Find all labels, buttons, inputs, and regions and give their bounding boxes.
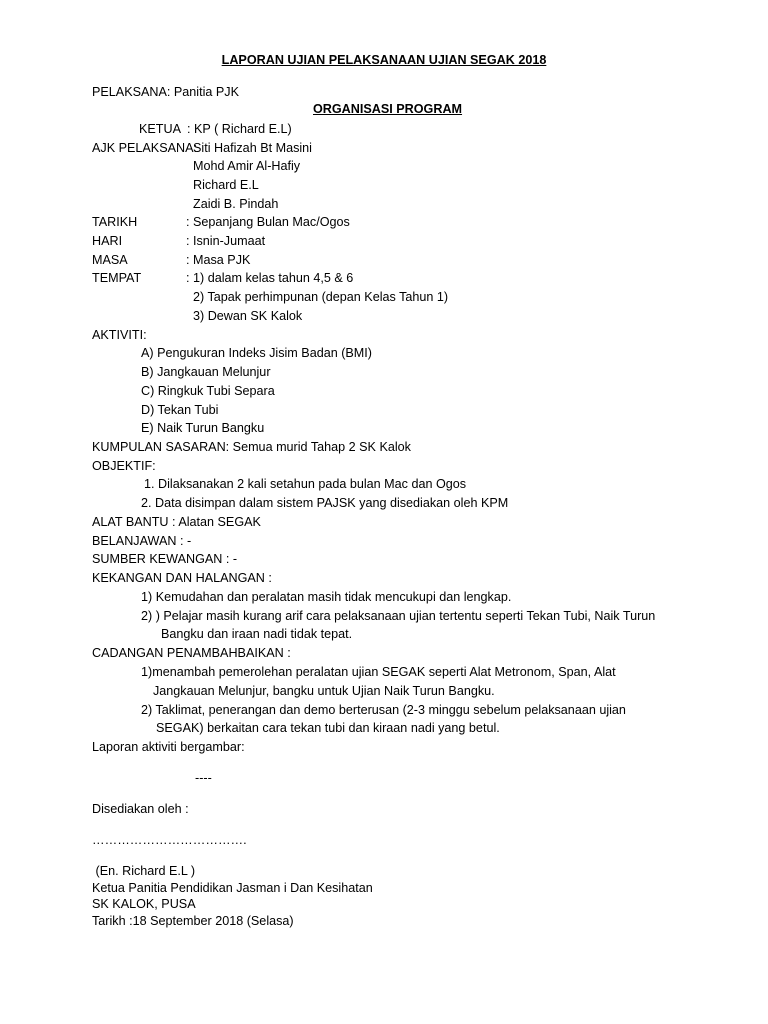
aktiviti-item: A) Pengukuran Indeks Jisim Badan (BMI) <box>141 346 372 360</box>
cadangan-item-continued: Jangkauan Melunjur, bangku untuk Ujian Naik Turun Bangku. <box>153 684 495 698</box>
signatory-date: Tarikh :18 September 2018 (Selasa) <box>92 914 294 928</box>
report-title: LAPORAN UJIAN PELAKSANAAN UJIAN SEGAK 2018 <box>221 53 547 67</box>
tempat-item: 2) Tapak perhimpunan (depan Kelas Tahun 1) <box>193 290 449 304</box>
tempat-item: : 1) dalam kelas tahun 4,5 & 6 <box>186 271 354 285</box>
hari-label: HARI <box>92 234 123 248</box>
disediakan-oleh: Disediakan oleh : <box>92 802 189 816</box>
ketua-value: : KP ( Richard E.L) <box>187 122 292 136</box>
ajk-member: Richard E.L <box>193 178 259 192</box>
objektif-item: 2. Data disimpan dalam sistem PAJSK yang disediakan oleh KPM <box>141 496 509 510</box>
hari-value: : Isnin-Jumaat <box>186 234 266 248</box>
aktiviti-item: D) Tekan Tubi <box>141 403 219 417</box>
signatory-school: SK KALOK, PUSA <box>92 897 196 911</box>
aktiviti-item: E) Naik Turun Bangku <box>141 421 265 435</box>
tarikh-label: TARIKH <box>92 215 138 229</box>
tarikh-value: : Sepanjang Bulan Mac/Ogos <box>186 215 350 229</box>
tempat-item: 3) Dewan SK Kalok <box>193 309 303 323</box>
cadangan-item: 2) Taklimat, penerangan dan demo berterusan (2-3 minggu sebelum pelaksanaan ujian <box>141 703 626 717</box>
masa-label: MASA <box>92 253 128 267</box>
kumpulan-sasaran: KUMPULAN SASARAN: Semua murid Tahap 2 SK Kalok <box>92 440 411 454</box>
alat-bantu: ALAT BANTU : Alatan SEGAK <box>92 515 261 529</box>
ajk-member: Zaidi B. Pindah <box>193 197 279 211</box>
aktiviti-item: B) Jangkauan Melunjur <box>141 365 271 379</box>
signatory-name: (En. Richard E.L ) <box>92 864 196 878</box>
kekangan-item-continued: Bangku dan iraan nadi tidak tepat. <box>161 627 353 641</box>
belanjawan: BELANJAWAN : - <box>92 534 192 548</box>
signatory-position: Ketua Panitia Pendidikan Jasman i Dan Kesihatan <box>92 881 373 895</box>
ketua-label: KETUA <box>139 122 181 136</box>
cadangan-label: CADANGAN PENAMBAHBAIKAN : <box>92 646 291 660</box>
sumber-kewangan: SUMBER KEWANGAN : - <box>92 552 238 566</box>
aktiviti-item: C) Ringkuk Tubi Separa <box>141 384 275 398</box>
dashes: ---- <box>195 771 212 785</box>
kekangan-item: 2) ) Pelajar masih kurang arif cara pelaksanaan ujian tertentu seperti Tekan Tubi, Naik Turun <box>141 609 656 623</box>
kekangan-label: KEKANGAN DAN HALANGAN : <box>92 571 272 585</box>
cadangan-item-continued: SEGAK) berkaitan cara tekan tubi dan kiraan nadi yang betul. <box>156 721 500 735</box>
ajk-member: Siti Hafizah Bt Masini <box>193 141 312 155</box>
ajk-member: Mohd Amir Al-Hafiy <box>193 159 301 173</box>
section-title: ORGANISASI PROGRAM <box>313 102 463 116</box>
objektif-item: 1. Dilaksanakan 2 kali setahun pada bulan Mac dan Ogos <box>144 477 467 491</box>
cadangan-item: 1)menambah pemerolehan peralatan ujian SEGAK seperti Alat Metronom, Span, Alat <box>141 665 616 679</box>
laporan-bergambar: Laporan aktiviti bergambar: <box>92 740 245 754</box>
objektif-label: OBJEKTIF: <box>92 459 156 473</box>
tempat-label: TEMPAT <box>92 271 142 285</box>
kekangan-item: 1) Kemudahan dan peralatan masih tidak mencukupi dan lengkap. <box>141 590 512 604</box>
masa-value: : Masa PJK <box>186 253 251 267</box>
ajk-label: AJK PELAKSANA: <box>92 141 197 155</box>
pelaksana-line: PELAKSANA: Panitia PJK <box>92 85 239 99</box>
signature-line: ………………………………. <box>92 833 247 847</box>
aktiviti-label: AKTIVITI: <box>92 328 147 342</box>
